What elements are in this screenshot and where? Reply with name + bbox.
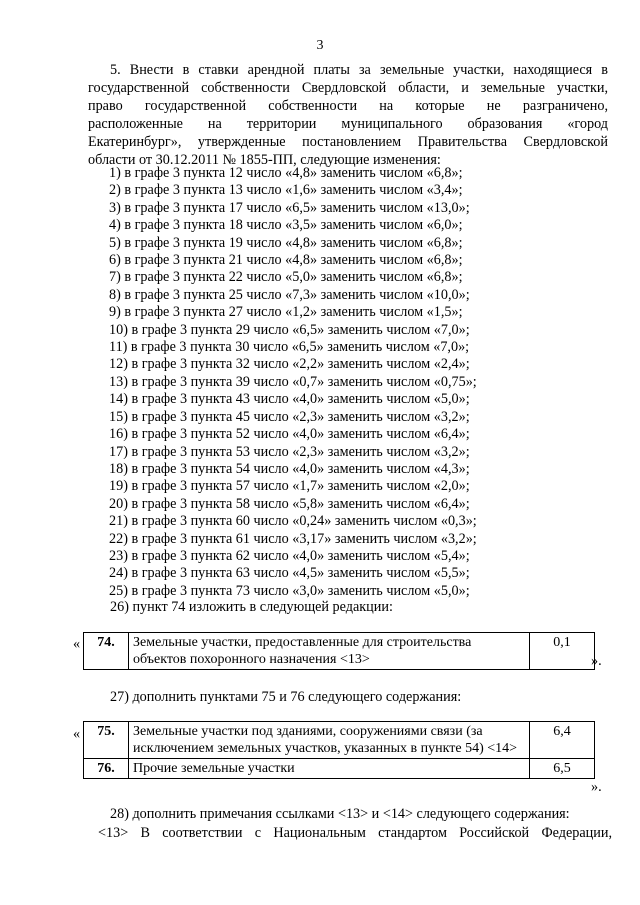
point-description: Прочие земельные участки	[129, 759, 530, 779]
amendment-item: 22) в графе 3 пункта 61 число «3,17» заменить числом «3,2»;	[109, 530, 477, 547]
point-description: Земельные участки, предоставленные для строительства объектов похоронного назначения <13>	[129, 633, 530, 670]
amendment-item: 2) в графе 3 пункта 13 число «1,6» заменить числом «3,4»;	[109, 182, 463, 199]
amendment-item: 25) в графе 3 пункта 73 число «3,0» заменить числом «5,0»;	[109, 582, 470, 599]
intro-line: право государственной собственности на которые не разграничено,	[88, 98, 608, 114]
table-row	[84, 722, 595, 759]
amendment-item: 4) в графе 3 пункта 18 число «3,5» заменить числом «6,0»;	[109, 217, 463, 234]
amendment-item: 3) в графе 3 пункта 17 число «6,5» заменить числом «13,0»;	[109, 199, 470, 216]
point-number: 74.	[84, 633, 129, 670]
point-rate: 6,5	[530, 759, 595, 779]
intro-line: расположенные на территории муниципального образования «город	[88, 116, 608, 132]
amendment-item: 13) в графе 3 пункта 39 число «0,7» заменить числом «0,75»;	[109, 373, 477, 390]
intro-line: 5. Внести в ставки арендной платы за земельные участки, находящиеся в	[110, 62, 608, 78]
close-quote: ».	[591, 653, 602, 669]
amendment-item: 17) в графе 3 пункта 53 число «2,3» заменить числом «3,2»;	[109, 443, 470, 460]
point-rate: 6,4	[530, 722, 595, 759]
table-point-74	[83, 632, 595, 670]
open-quote: «	[73, 726, 81, 742]
point-number: 75.	[84, 722, 129, 759]
notes-line: 28) дополнить примечания ссылками <13> и <14> следующего содержания:	[110, 806, 570, 822]
item-26: 26) пункт 74 изложить в следующей редакции:	[110, 599, 393, 615]
amendment-item: 5) в графе 3 пункта 19 число «4,8» заменить числом «6,8»;	[109, 234, 463, 251]
open-quote: «	[73, 636, 81, 652]
amendment-item: 16) в графе 3 пункта 52 число «4,0» заменить числом «6,4»;	[109, 426, 470, 443]
amendment-item: 19) в графе 3 пункта 57 число «1,7» заменить числом «2,0»;	[109, 478, 470, 495]
notes-section	[98, 805, 612, 842]
amendment-item: 6) в графе 3 пункта 21 число «4,8» заменить числом «6,8»;	[109, 252, 463, 269]
point-rate: 0,1	[530, 633, 595, 670]
amendment-item: 7) в графе 3 пункта 22 число «5,0» заменить числом «6,8»;	[109, 269, 463, 286]
amendment-item: 10) в графе 3 пункта 29 число «6,5» заменить числом «7,0»;	[109, 321, 470, 338]
amendment-item: 23) в графе 3 пункта 62 число «4,0» заменить числом «5,4»;	[109, 547, 470, 564]
amendment-list	[109, 165, 477, 600]
amendment-item: 12) в графе 3 пункта 32 число «2,2» заменить числом «2,4»;	[109, 356, 470, 373]
notes-line: <13> В соответствии с Национальным стандартом Российской Федерации,	[98, 824, 612, 841]
amendment-item: 11) в графе 3 пункта 30 число «6,5» заменить числом «7,0»;	[109, 339, 470, 356]
point-number: 76.	[84, 759, 129, 779]
amendment-item: 8) в графе 3 пункта 25 число «7,3» заменить числом «10,0»;	[109, 286, 470, 303]
table-points-75-76	[83, 721, 595, 779]
intro-paragraph	[88, 61, 608, 169]
page-number: 3	[316, 38, 324, 53]
intro-line: области от 30.12.2011 № 1855-ПП, следующие изменения:	[88, 152, 441, 168]
amendment-item: 24) в графе 3 пункта 63 число «4,5» заменить числом «5,5»;	[109, 565, 470, 582]
amendment-item: 18) в графе 3 пункта 54 число «4,0» заменить числом «4,3»;	[109, 460, 470, 477]
item-27: 27) дополнить пунктами 75 и 76 следующего содержания:	[110, 689, 462, 705]
amendment-item: 15) в графе 3 пункта 45 число «2,3» заменить числом «3,2»;	[109, 408, 470, 425]
amendment-item: 14) в графе 3 пункта 43 число «4,0» заменить числом «5,0»;	[109, 391, 470, 408]
amendment-item: 9) в графе 3 пункта 27 число «1,2» заменить числом «1,5»;	[109, 304, 463, 321]
table-row	[84, 633, 595, 670]
amendment-item: 20) в графе 3 пункта 58 число «5,8» заменить числом «6,4»;	[109, 495, 470, 512]
intro-line: Екатеринбург», утвержденные постановлением Правительства Свердловской	[88, 134, 608, 150]
table-row	[84, 759, 595, 779]
close-quote: ».	[591, 779, 602, 795]
intro-line: государственной собственности Свердловской области, и земельные участки,	[88, 80, 608, 96]
amendment-item: 21) в графе 3 пункта 60 число «0,24» заменить числом «0,3»;	[109, 513, 477, 530]
amendment-item: 1) в графе 3 пункта 12 число «4,8» заменить числом «6,8»;	[109, 165, 463, 181]
point-description: Земельные участки под зданиями, сооружениями связи (за исключением земельных участков, указанных в пункте 54) <14>	[129, 722, 530, 759]
